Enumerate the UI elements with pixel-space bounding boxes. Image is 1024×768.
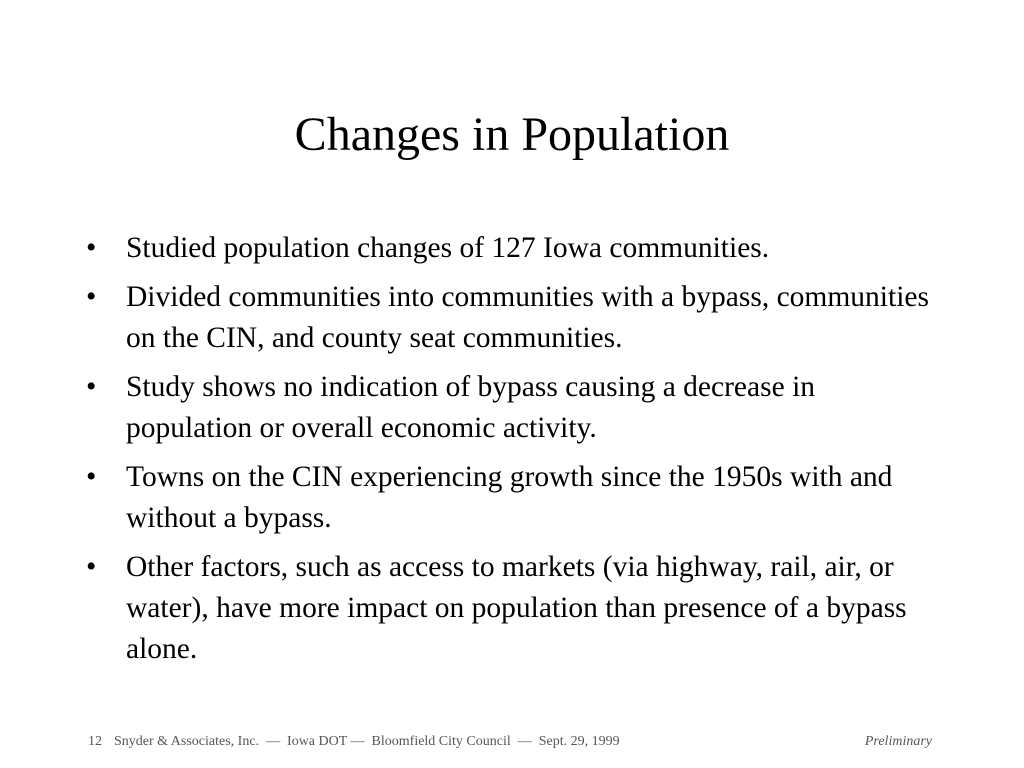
status-label: Preliminary — [864, 734, 932, 749]
bullet-item — [84, 457, 944, 539]
bullet-item — [84, 367, 944, 449]
footer-credits: Snyder & Associates, Inc. — Iowa DOT — Bloomfield City Council — Sept. 29, 1999 — [114, 734, 620, 749]
bullet-list — [84, 228, 944, 678]
bullet-icon: • — [86, 232, 97, 264]
bullet-text: Studied population changes of 127 Iowa communities. — [126, 232, 770, 264]
bullet-item — [84, 228, 944, 269]
bullet-icon: • — [86, 551, 97, 583]
bullet-item — [84, 547, 944, 670]
bullet-icon: • — [86, 371, 97, 403]
bullet-icon: • — [86, 281, 97, 313]
bullet-text: Divided communities into communities with a bypass, communities on the CIN, and county seat communities. — [126, 281, 929, 354]
bullet-text: Other factors, such as access to markets (via highway, rail, air, or water), have more impact on population than presence of a bypass alone. — [126, 551, 907, 665]
bullet-text: Towns on the CIN experiencing growth since the 1950s with and without a bypass. — [126, 461, 893, 534]
slide-title: Changes in Population — [294, 108, 730, 161]
page-number: 12 — [88, 734, 102, 749]
bullet-item — [84, 277, 944, 359]
bullet-text: Study shows no indication of bypass causing a decrease in population or overall economic activity. — [126, 371, 816, 444]
slide-footer — [0, 732, 1024, 752]
bullet-icon: • — [86, 461, 97, 493]
